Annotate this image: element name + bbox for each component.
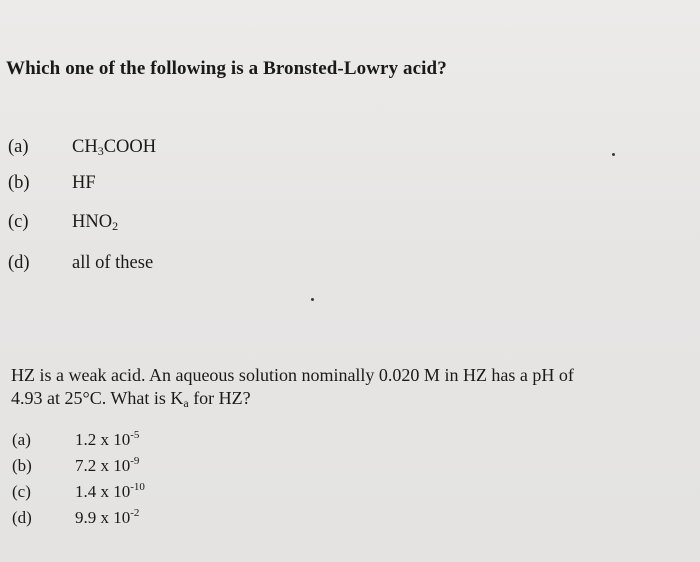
option-letter: (b) bbox=[8, 173, 30, 193]
option-text: $HNO_2$ bbox=[72, 212, 119, 233]
question-2-text bbox=[11, 364, 693, 410]
q1-option-b bbox=[0, 173, 300, 197]
option-letter: (a) bbox=[12, 430, 31, 449]
q1-option-a bbox=[0, 137, 300, 161]
option-text: HF bbox=[72, 173, 96, 193]
q2-option-c bbox=[0, 482, 300, 504]
option-letter: (c) bbox=[12, 482, 31, 501]
q2-option-b bbox=[0, 456, 300, 478]
option-letter: (b) bbox=[12, 456, 32, 475]
q2-option-d bbox=[0, 508, 300, 530]
question-2-line-2: 4.93 at 25°C. What is $K_a$ for HZ? bbox=[11, 388, 251, 410]
option-text: 1.4 x $10^{-10}$ bbox=[75, 481, 145, 501]
question-2-line-1: HZ is a weak acid. An aqueous solution nominally 0.020 M in HZ has a pH of bbox=[11, 365, 574, 385]
option-letter: (d) bbox=[8, 253, 30, 273]
option-letter: (d) bbox=[12, 508, 32, 527]
paper-speck bbox=[311, 298, 314, 301]
question-1-text: Which one of the following is a Bronsted-Lowry acid? bbox=[6, 58, 447, 79]
option-text: 7.2 x $10^{-9}$ bbox=[75, 455, 140, 475]
option-letter: (a) bbox=[8, 137, 29, 157]
q2-option-a bbox=[0, 430, 300, 452]
q1-option-c bbox=[0, 212, 300, 236]
option-text: $CH_3COOH$ bbox=[72, 137, 157, 158]
option-text: 1.2 x $10^{-5}$ bbox=[75, 429, 140, 449]
q1-option-d bbox=[0, 253, 300, 277]
option-letter: (c) bbox=[8, 212, 29, 232]
option-text: 9.9 x $10^{-2}$ bbox=[75, 507, 140, 527]
option-text: all of these bbox=[72, 253, 154, 273]
paper-speck bbox=[612, 153, 615, 156]
